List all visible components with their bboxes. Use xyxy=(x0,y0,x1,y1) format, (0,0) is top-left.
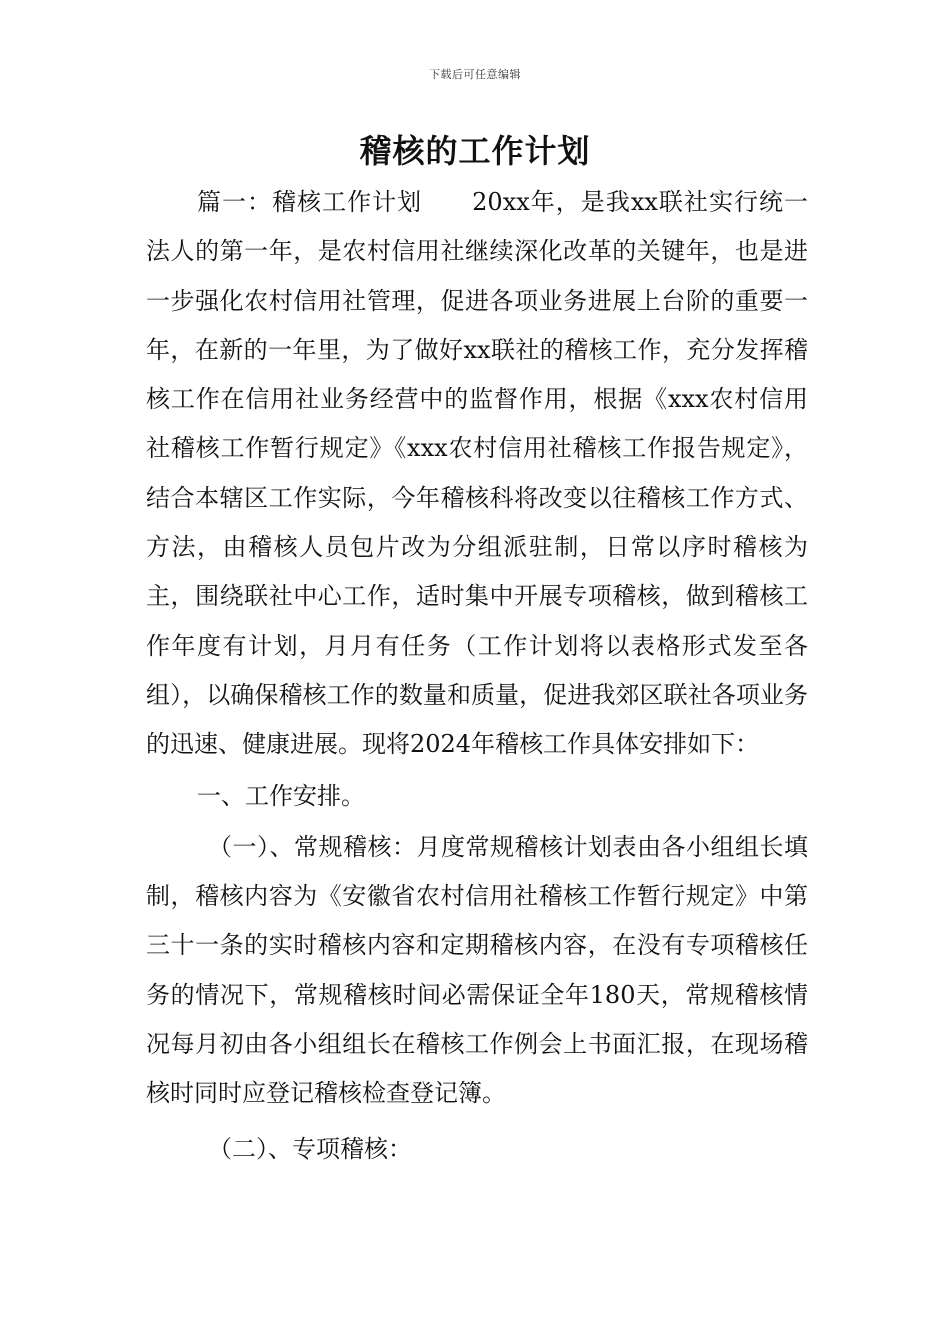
page-header-note: 下载后可任意编辑 xyxy=(429,68,521,81)
paragraph-special-audit: （二）、专项稽核： xyxy=(208,1134,412,1163)
paragraph-intro: 篇一：稽核工作计划 20xx年，是我xx联社实行统一法人的第一年，是农村信用社继续深化改革的关键年，也是进一步强化农村信用社管理，促进各项业务进展上台阶的重要一年，在新的一年里，为了做好xx联社的稽核工作，充分发挥稽核工作在信用社业务经营中的监督作用，根据《xxx农村信用社稽核工作暂行规定》《xxx农村信用社稽核工作报告规定》，结合本辖区工作实际，今年稽核科将改变以往稽核工作方式、方法，由稽核人员包片改为分组派驻制，日常以序时稽核为主，围绕联社中心工作，适时集中开展专项稽核，做到稽核工作年度有计划，月月有任务（工作计划将以表格形式发至各组），以确保稽核工作的数量和质量，促进我郊区联社各项业务的迅速、健康进展。现将2024年稽核工作具体安排如下： xyxy=(146,188,808,759)
paragraph-routine-audit: （一）、常规稽核：月度常规稽核计划表由各小组组长填制，稽核内容为《安徽省农村信用社稽核工作暂行规定》中第三十一条的实时稽核内容和定期稽核内容，在没有专项稽核任务的情况下，常规稽核时间必需保证全年180天，常规稽核情况每月初由各小组组长在稽核工作例会上书面汇报，在现场稽核时同时应登记稽核检查登记簿。 xyxy=(146,832,808,1108)
document-body xyxy=(146,178,808,1174)
document-title: 稽核的工作计划 xyxy=(359,132,591,170)
section-heading-work-arrangement: 一、工作安排。 xyxy=(197,781,365,810)
